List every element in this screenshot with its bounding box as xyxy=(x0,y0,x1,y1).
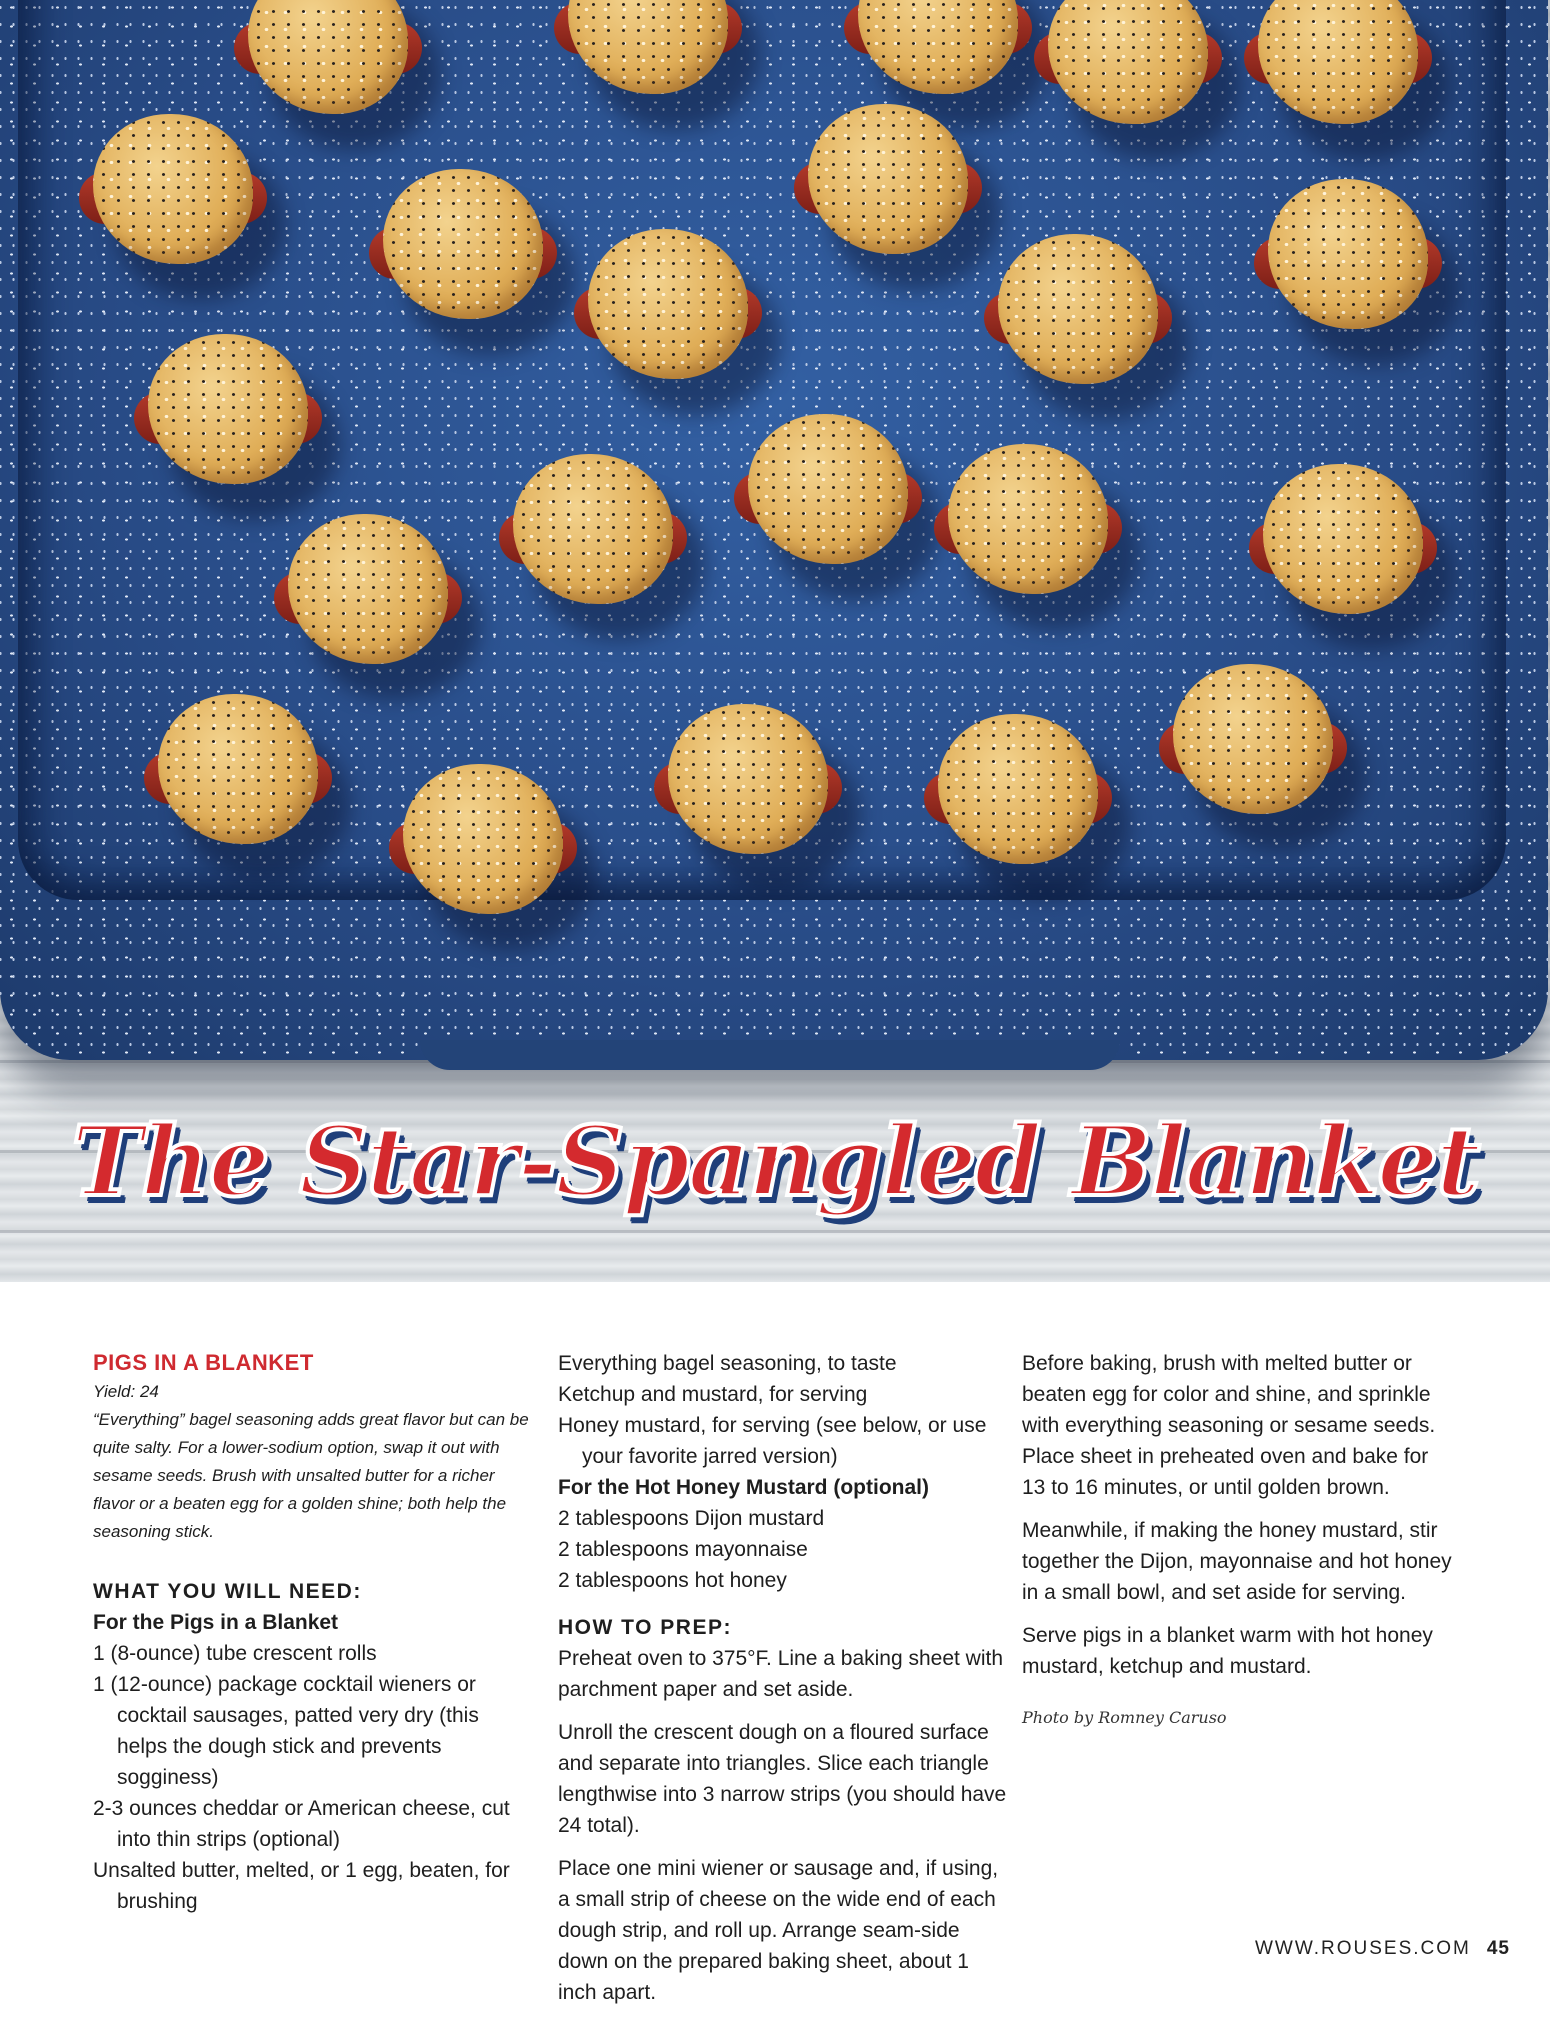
wood-plank-seam xyxy=(0,1230,1550,1233)
prep-step: Before baking, brush with melted butter or beaten egg for color and shine, and sprinkle with everything seasoning or sesame seeds. Place sheet in preheated oven and bake for 13 to 16 minutes, or until golden brown. xyxy=(1022,1352,1436,1499)
pig-in-blanket xyxy=(1250,0,1426,138)
recipe-intro: “Everything” bagel seasoning adds great flavor but can be quite salty. For a lower-sodium option, swap it out with sesame seeds. Brush with unsalted butter for a richer flavor or a beaten egg for a golden shine; both help the seasoning stick. xyxy=(93,1410,529,1541)
column-right xyxy=(1022,1348,1452,1733)
title-banner xyxy=(0,1105,1550,1218)
pig-in-blanket xyxy=(990,230,1166,398)
ingredient-item: 2 tablespoons hot honey xyxy=(558,1569,787,1592)
page-title: The Star-Spangled Blanket xyxy=(71,1105,1479,1218)
prep-step: Place one mini wiener or sausage and, if using, a small strip of cheese on the wide end of each dough strip, and roll up. Arrange seam-side down on the prepared baking sheet, about 1 inch apart. xyxy=(558,1857,999,2004)
ingredient-item: Honey mustard, for serving (see below, or use your favorite jarred version) xyxy=(558,1414,987,1468)
pig-in-blanket xyxy=(940,440,1116,608)
prep-step: Meanwhile, if making the honey mustard, stir together the Dijon, mayonnaise and hot honey in a small bowl, and set aside for serving. xyxy=(1022,1519,1452,1604)
prep-step: Preheat oven to 375°F. Line a baking sheet with parchment paper and set aside. xyxy=(558,1647,1004,1701)
tray-handle xyxy=(420,1040,1120,1070)
ingredient-item: 1 (12-ounce) package cocktail wieners or cocktail sausages, patted very dry (this helps the dough stick and prevents sogginess) xyxy=(93,1673,479,1789)
pig-in-blanket xyxy=(1165,660,1341,828)
pig-in-blanket xyxy=(560,0,736,108)
pig-in-blanket xyxy=(1260,175,1436,343)
pig-in-blanket xyxy=(850,0,1026,108)
ingredient-item: Everything bagel seasoning, to taste xyxy=(558,1352,897,1375)
pig-in-blanket xyxy=(505,450,681,618)
page-footer xyxy=(1255,1938,1510,1960)
pig-in-blanket xyxy=(580,225,756,393)
prep-step: Unroll the crescent dough on a floured surface and separate into triangles. Slice each triangle lengthwise into 3 narrow strips (you should have 24 total). xyxy=(558,1721,1007,1837)
pig-in-blanket xyxy=(395,760,571,928)
recipe-title: PIGS IN A BLANKET xyxy=(93,1350,314,1375)
ingredient-item: 2 tablespoons Dijon mustard xyxy=(558,1507,825,1530)
pig-in-blanket xyxy=(1040,0,1216,138)
pig-in-blanket xyxy=(280,510,456,678)
ingredient-item: Unsalted butter, melted, or 1 egg, beaten, for brushing xyxy=(93,1859,510,1913)
pigs-subheading: For the Pigs in a Blanket xyxy=(93,1611,339,1634)
pig-in-blanket xyxy=(240,0,416,128)
ingredient-item: Ketchup and mustard, for serving xyxy=(558,1383,868,1406)
prep-heading: HOW TO PREP: xyxy=(558,1616,732,1639)
pig-in-blanket xyxy=(660,700,836,868)
column-left xyxy=(93,1348,533,1917)
prep-step: Serve pigs in a blanket warm with hot honey mustard, ketchup and mustard. xyxy=(1022,1624,1433,1678)
ingredient-item: 2-3 ounces cheddar or American cheese, cut into thin strips (optional) xyxy=(93,1797,510,1851)
pig-in-blanket xyxy=(375,165,551,333)
recipe-yield: Yield: 24 xyxy=(93,1382,159,1401)
website-link[interactable]: WWW.ROUSES.COM xyxy=(1254,1938,1471,1959)
pig-in-blanket xyxy=(740,410,916,578)
pig-in-blanket xyxy=(800,100,976,268)
ingredient-item: 2 tablespoons mayonnaise xyxy=(558,1538,808,1561)
pig-in-blanket xyxy=(140,330,316,498)
ingredient-item: 1 (8-ounce) tube crescent rolls xyxy=(93,1642,377,1665)
mustard-subheading: For the Hot Honey Mustard (optional) xyxy=(558,1476,929,1499)
ingredients-heading: WHAT YOU WILL NEED: xyxy=(93,1580,362,1603)
pig-in-blanket xyxy=(1255,460,1431,628)
column-middle xyxy=(558,1348,1008,2020)
pig-in-blanket xyxy=(85,110,261,278)
pig-in-blanket xyxy=(150,690,326,858)
page-number: 45 xyxy=(1486,1938,1510,1959)
photo-credit: Photo by Romney Caruso xyxy=(1022,1708,1227,1727)
pig-in-blanket xyxy=(930,710,1106,878)
